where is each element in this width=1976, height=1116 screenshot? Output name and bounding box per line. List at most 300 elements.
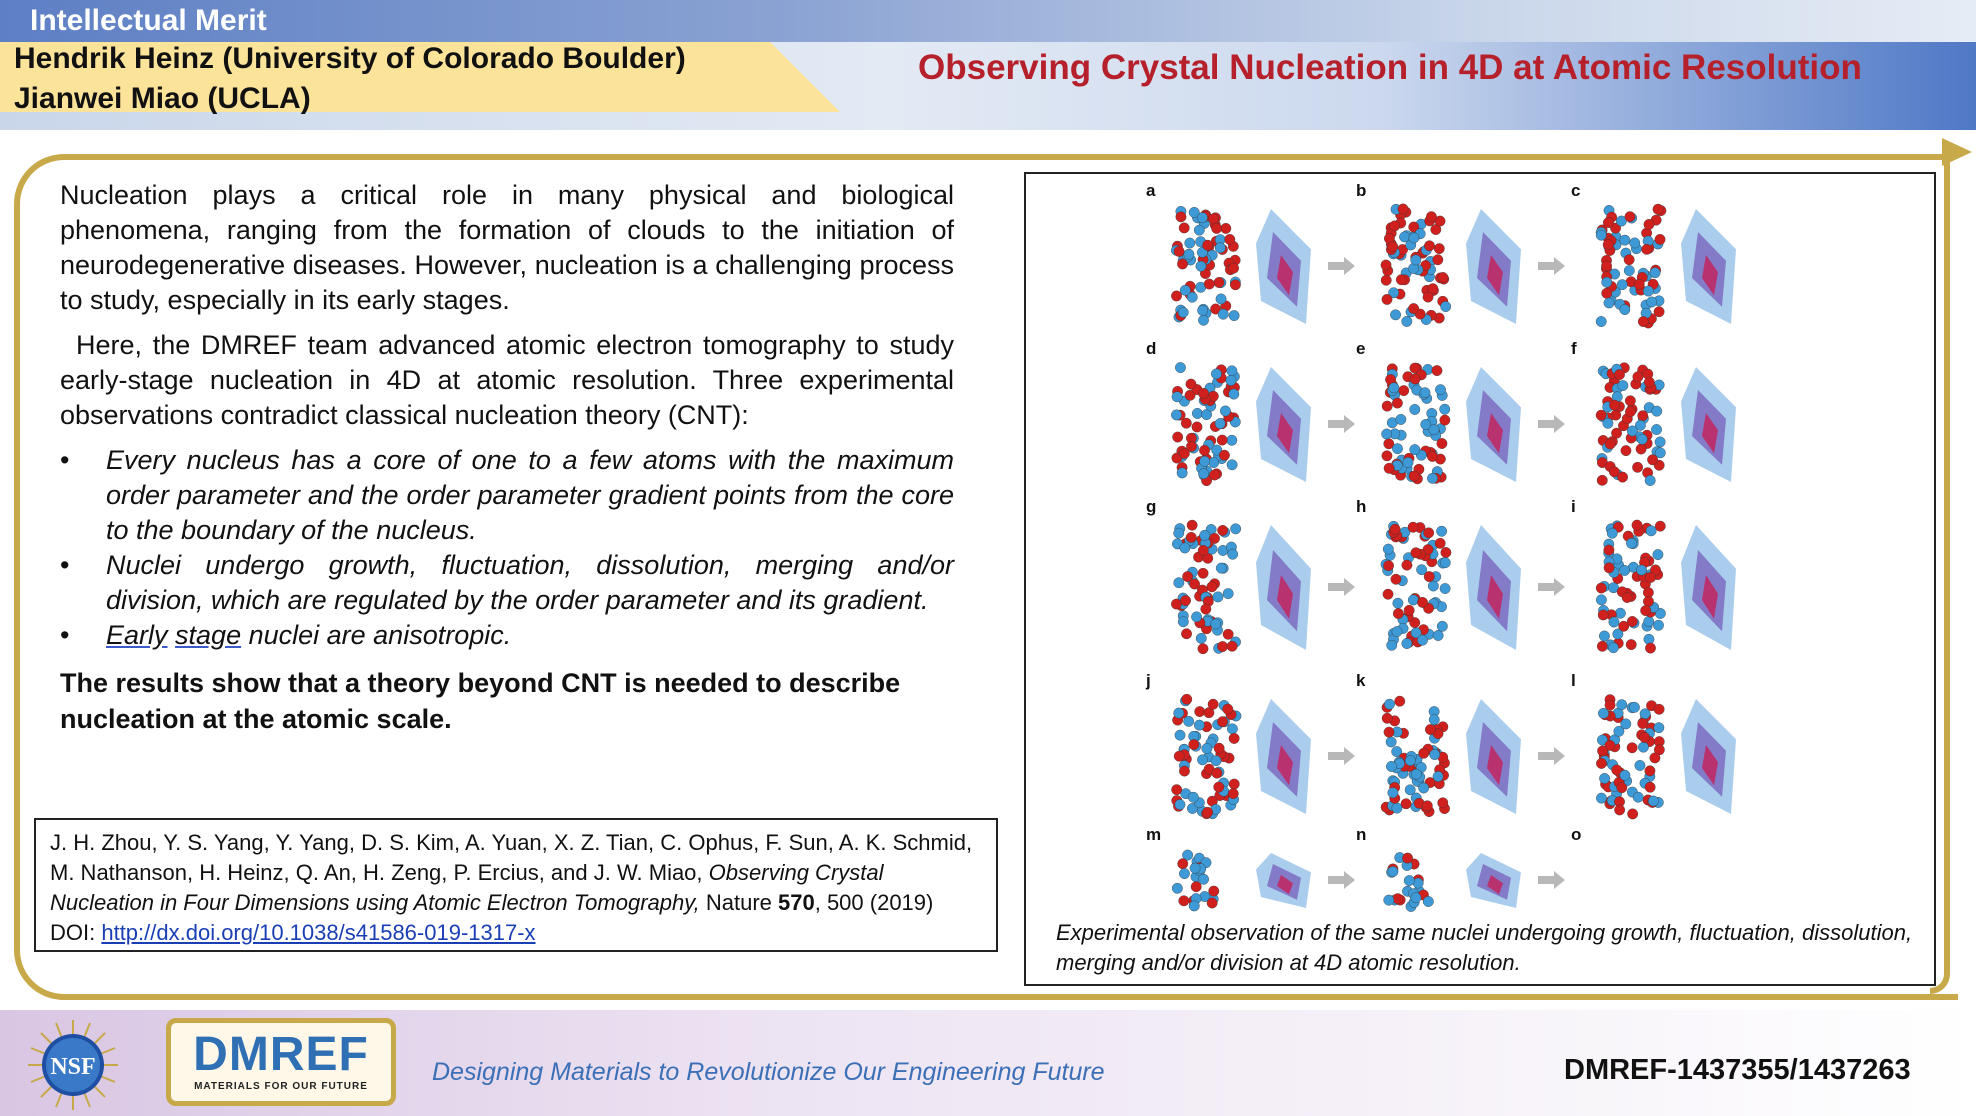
atom-icon [1207, 582, 1217, 592]
atom-icon [1230, 280, 1240, 290]
atom-icon [1618, 380, 1628, 390]
panel-label-d: d [1146, 339, 1157, 358]
atom-icon [1223, 588, 1233, 598]
atom-icon [1227, 435, 1237, 445]
atom-icon [1174, 246, 1184, 256]
atom-icon [1189, 739, 1199, 749]
atom-icon [1217, 525, 1227, 535]
intro-paragraph: Nucleation plays a critical role in many physical and biological phenomena, ranging from the formation of clouds to the initiation of neurodegenerative diseases. However, nucleation is a challenging process to study, especially in its early stages. [60, 180, 954, 315]
atom-icon [1654, 704, 1664, 714]
atom-icon [1427, 451, 1437, 461]
atom-icon [1643, 286, 1653, 296]
atom-icon [1433, 255, 1443, 265]
atom-icon [1429, 425, 1439, 435]
atom-icon [1216, 563, 1226, 573]
nucleation-figure [1026, 174, 1934, 914]
atom-icon [1614, 805, 1624, 815]
atom-icon [1228, 788, 1238, 798]
atom-icon [1426, 211, 1436, 221]
atom-icon [1625, 396, 1635, 406]
atom-icon [1438, 272, 1448, 282]
atom-icon [1182, 694, 1192, 704]
atom-icon [1437, 438, 1447, 448]
atom-icon [1633, 372, 1643, 382]
panel-label-a: a [1146, 181, 1156, 200]
atom-icon [1636, 444, 1646, 454]
atom-icon [1410, 444, 1420, 454]
atom-icon [1605, 439, 1615, 449]
atom-icon [1629, 702, 1639, 712]
atom-icon [1647, 297, 1657, 307]
atom-icon [1624, 265, 1634, 275]
atom-icon [1184, 249, 1194, 259]
atom-icon [1175, 799, 1185, 809]
atom-icon [1596, 316, 1606, 326]
atom-icon [1174, 751, 1184, 761]
atom-icon [1645, 475, 1655, 485]
atom-icon [1601, 261, 1611, 271]
atom-icon [1181, 629, 1191, 639]
atom-icon [1609, 617, 1619, 627]
panel-label-j: j [1146, 671, 1151, 690]
atom-icon [1604, 545, 1614, 555]
finding-2: • Nuclei undergo growth, fluctuation, dissolution, merging and/or division, which are regulated by the order parameter and its gradient. [60, 550, 954, 615]
atom-icon [1605, 700, 1615, 710]
atom-icon [1599, 773, 1609, 783]
atom-icon [1435, 384, 1445, 394]
atom-icon [1389, 383, 1399, 393]
atom-icon [1384, 727, 1394, 737]
atom-icon [1175, 362, 1185, 372]
atom-icon [1603, 418, 1613, 428]
atom-icon [1423, 292, 1433, 302]
atom-icon [1172, 883, 1182, 893]
atom-icon [1620, 770, 1630, 780]
atom-icon [1198, 568, 1208, 578]
atom-icon [1174, 708, 1184, 718]
atom-icon [1227, 460, 1237, 470]
atom-icon [1411, 769, 1421, 779]
atom-icon [1229, 733, 1239, 743]
atom-icon [1192, 422, 1202, 432]
atom-icon [1596, 793, 1606, 803]
atom-icon [1396, 414, 1406, 424]
section-label: Intellectual Merit [30, 4, 267, 37]
atom-icon [1429, 715, 1439, 725]
atom-icon [1208, 699, 1218, 709]
atom-icon [1642, 244, 1652, 254]
atom-icon [1226, 375, 1236, 385]
atom-icon [1434, 243, 1444, 253]
atom-icon [1386, 737, 1396, 747]
atom-icon [1382, 401, 1392, 411]
atom-icon [1178, 617, 1188, 627]
atom-icon [1229, 310, 1239, 320]
atom-icon [1180, 285, 1190, 295]
atom-icon [1440, 301, 1450, 311]
doi-link[interactable]: http://dx.doi.org/10.1038/s41586-019-1317-x [101, 920, 536, 945]
gray-arrow-icon [1328, 871, 1355, 889]
finding-1: • Every nucleus has a core of one to a few atoms with the maximum order parameter and the order parameter gradient points from the core to the boundary of the nucleus. [60, 445, 954, 545]
atom-icon [1174, 528, 1184, 538]
atom-icon [1636, 565, 1646, 575]
atom-icon [1633, 792, 1643, 802]
atom-icon [1211, 755, 1221, 765]
atom-icon [1197, 212, 1207, 222]
atom-icon [1417, 635, 1427, 645]
atom-icon [1223, 629, 1233, 639]
atom-icon [1651, 424, 1661, 434]
atom-icon [1637, 434, 1647, 444]
atom-icon [1386, 761, 1396, 771]
atom-icon [1190, 863, 1200, 873]
panel-label-f: f [1571, 339, 1577, 358]
atom-icon [1217, 717, 1227, 727]
atom-icon [1178, 859, 1188, 869]
atom-icon [1617, 783, 1627, 793]
atom-icon [1405, 755, 1415, 765]
author-2: Jianwei Miao (UCLA) [14, 82, 311, 115]
bullet-icon: • [60, 620, 70, 650]
atom-icon [1392, 443, 1402, 453]
body-text [60, 178, 954, 737]
atom-icon [1209, 457, 1219, 467]
atom-icon [1648, 796, 1658, 806]
spellcheck-word: Early [106, 620, 168, 650]
atom-icon [1423, 528, 1433, 538]
panel-label-l: l [1571, 671, 1576, 690]
atom-icon [1217, 435, 1227, 445]
atom-icon [1381, 275, 1391, 285]
panel-label-c: c [1571, 181, 1581, 200]
atom-icon [1596, 758, 1606, 768]
atom-icon [1622, 592, 1632, 602]
atom-icon [1643, 596, 1653, 606]
atom-icon [1653, 620, 1663, 630]
atom-icon [1632, 520, 1642, 530]
atom-icon [1230, 524, 1240, 534]
atom-icon [1382, 294, 1392, 304]
atom-icon [1187, 520, 1197, 530]
atom-icon [1192, 408, 1202, 418]
atom-icon [1218, 309, 1228, 319]
atom-icon [1393, 608, 1403, 618]
atom-icon [1395, 696, 1405, 706]
atom-icon [1194, 720, 1204, 730]
reference-pages: , 500 (2019) DOI: [50, 890, 934, 945]
atom-icon [1392, 803, 1402, 813]
atom-icon [1441, 547, 1451, 557]
panel-label-g: g [1146, 497, 1157, 516]
atom-icon [1644, 616, 1654, 626]
atom-icon [1180, 595, 1190, 605]
atom-icon [1420, 387, 1430, 397]
atom-icon [1629, 238, 1639, 248]
atom-icon [1424, 571, 1434, 581]
atom-icon [1388, 788, 1398, 798]
atom-icon [1409, 233, 1419, 243]
atom-icon [1383, 544, 1393, 554]
atom-icon [1198, 469, 1208, 479]
atom-icon [1614, 369, 1624, 379]
atom-icon [1194, 225, 1204, 235]
atom-icon [1436, 526, 1446, 536]
atom-icon [1626, 639, 1636, 649]
atom-icon [1440, 404, 1450, 414]
atom-icon [1171, 291, 1181, 301]
atom-icon [1410, 374, 1420, 384]
header-top-band [0, 0, 1976, 42]
atom-icon [1424, 241, 1434, 251]
atom-icon [1408, 303, 1418, 313]
atom-icon [1183, 716, 1193, 726]
reference-volume: 570 [778, 890, 815, 915]
atom-icon [1627, 426, 1637, 436]
bullet-icon: • [60, 445, 70, 475]
atom-icon [1402, 638, 1412, 648]
atom-icon [1219, 450, 1229, 460]
atom-icon [1411, 255, 1421, 265]
atom-icon [1638, 316, 1648, 326]
atom-icon [1625, 211, 1635, 221]
atom-icon [1597, 746, 1607, 756]
findings-list [60, 443, 954, 653]
atom-icon [1171, 784, 1181, 794]
atom-icon [1423, 896, 1433, 906]
atom-icon [1384, 895, 1394, 905]
atom-icon [1227, 366, 1237, 376]
atom-icon [1389, 221, 1399, 231]
atom-icon [1202, 240, 1212, 250]
atom-icon [1438, 798, 1448, 808]
atom-icon [1214, 277, 1224, 287]
figure-caption: Experimental observation of the same nuclei undergoing growth, fluctuation, dissolution, merging and/or division at 4D atomic resolution. [1056, 920, 1913, 975]
atom-icon [1596, 230, 1606, 240]
author-1: Hendrik Heinz (University of Colorado Boulder) [14, 42, 686, 75]
nsf-text: NSF [50, 1054, 96, 1080]
atom-icon [1638, 742, 1648, 752]
slide-title: Observing Crystal Nucleation in 4D at Atomic Resolution [918, 48, 1862, 87]
atom-icon [1227, 549, 1237, 559]
atom-icon [1619, 565, 1629, 575]
atom-icon [1390, 524, 1400, 534]
atom-icon [1638, 718, 1648, 728]
atom-icon [1604, 298, 1614, 308]
atom-icon [1381, 260, 1391, 270]
nsf-logo [26, 1018, 120, 1112]
atom-icon [1655, 521, 1665, 531]
atom-icon [1652, 406, 1662, 416]
atom-icon [1198, 644, 1208, 654]
gray-arrow-icon [1538, 257, 1565, 275]
atom-icon [1195, 706, 1205, 716]
atom-icon [1191, 612, 1201, 622]
atom-icon [1388, 242, 1398, 252]
atom-icon [1599, 631, 1609, 641]
atom-icon [1604, 563, 1614, 573]
gray-arrow-icon [1328, 415, 1355, 433]
atom-icon [1174, 578, 1184, 588]
panel-label-i: i [1571, 497, 1576, 516]
panel-label-b: b [1356, 181, 1367, 200]
atom-icon [1229, 389, 1239, 399]
atom-icon [1609, 400, 1619, 410]
atom-icon [1635, 760, 1645, 770]
atom-icon [1387, 640, 1397, 650]
atom-icon [1211, 619, 1221, 629]
atom-icon [1624, 254, 1634, 264]
atom-icon [1602, 288, 1612, 298]
atom-icon [1196, 261, 1206, 271]
atom-icon [1617, 279, 1627, 289]
atom-icon [1382, 451, 1392, 461]
atom-icon [1603, 240, 1613, 250]
atom-icon [1653, 204, 1663, 214]
atom-icon [1440, 415, 1450, 425]
atom-icon [1627, 616, 1637, 626]
atom-icon [1655, 437, 1665, 447]
award-number: DMREF-1437355/1437263 [1564, 1054, 1911, 1086]
atom-icon [1640, 605, 1650, 615]
atom-icon [1654, 722, 1664, 732]
atom-icon [1419, 748, 1429, 758]
panel-label-k: k [1356, 671, 1366, 690]
atom-icon [1175, 730, 1185, 740]
dmref-logo-text: DMREF [193, 1028, 369, 1081]
atom-icon [1198, 545, 1208, 555]
atom-icon [1639, 732, 1649, 742]
atom-icon [1440, 557, 1450, 567]
atom-icon [1402, 316, 1412, 326]
frame-bottom-line [60, 994, 1958, 1000]
atom-icon [1209, 886, 1219, 896]
atom-icon [1392, 398, 1402, 408]
reference-title: Observing Crystal Nucleation in Four Dimensions using Atomic Electron Tomography, [50, 860, 884, 915]
spellcheck-word: stage [175, 620, 242, 650]
atom-icon [1391, 574, 1401, 584]
atom-icon [1198, 874, 1208, 884]
atom-icon [1596, 410, 1606, 420]
atom-icon [1638, 410, 1648, 420]
atom-icon [1650, 268, 1660, 278]
atom-icon [1211, 223, 1221, 233]
dmref-logo-subtitle: MATERIALS FOR OUR FUTURE [194, 1081, 368, 1092]
atom-icon [1655, 234, 1665, 244]
atom-icon [1417, 597, 1427, 607]
atom-icon [1217, 641, 1227, 651]
atom-icon [1427, 473, 1437, 483]
atom-icon [1401, 799, 1411, 809]
atom-icon [1646, 526, 1656, 536]
panel-label-m: m [1146, 825, 1162, 844]
atom-icon [1607, 528, 1617, 538]
atom-icon [1196, 633, 1206, 643]
atom-icon [1644, 377, 1654, 387]
atom-icon [1179, 448, 1189, 458]
atom-icon [1422, 801, 1432, 811]
atom-icon [1199, 456, 1209, 466]
dmref-logo [166, 1018, 396, 1106]
atom-icon [1645, 782, 1655, 792]
atom-icon [1433, 771, 1443, 781]
atom-icon [1617, 700, 1627, 710]
atom-icon [1186, 379, 1196, 389]
atom-icon [1627, 743, 1637, 753]
atom-icon [1180, 543, 1190, 553]
atom-icon [1404, 605, 1414, 615]
atom-icon [1410, 404, 1420, 414]
bullet-icon: • [60, 550, 70, 580]
atom-icon [1645, 643, 1655, 653]
atom-icon [1634, 279, 1644, 289]
atom-icon [1227, 724, 1237, 734]
atom-icon [1197, 755, 1207, 765]
atom-icon [1597, 475, 1607, 485]
atom-icon [1596, 583, 1606, 593]
atom-icon [1644, 219, 1654, 229]
atom-icon [1428, 581, 1438, 591]
atom-icon [1207, 898, 1217, 908]
atom-icon [1399, 385, 1409, 395]
atom-icon [1220, 406, 1230, 416]
atom-icon [1597, 641, 1607, 651]
atom-icon [1177, 468, 1187, 478]
atom-icon [1214, 782, 1224, 792]
atom-icon [1430, 749, 1440, 759]
atom-icon [1197, 305, 1207, 315]
atom-icon [1440, 583, 1450, 593]
atom-icon [1228, 263, 1238, 273]
frame-arrow-icon [1942, 138, 1972, 166]
atom-icon [1185, 238, 1195, 248]
atom-icon [1382, 713, 1392, 723]
atom-icon [1214, 743, 1224, 753]
reference-box [34, 818, 998, 952]
atom-icon [1632, 462, 1642, 472]
atom-icon [1200, 530, 1210, 540]
atom-icon [1625, 406, 1635, 416]
gray-arrow-icon [1538, 871, 1565, 889]
gray-arrow-icon [1538, 415, 1565, 433]
atom-icon [1383, 560, 1393, 570]
atom-icon [1179, 868, 1189, 878]
atom-icon [1212, 768, 1222, 778]
atom-icon [1177, 259, 1187, 269]
footer-tagline: Designing Materials to Revolutionize Our Engineering Future [432, 1058, 1105, 1086]
atom-icon [1215, 243, 1225, 253]
atom-icon [1620, 235, 1630, 245]
atom-icon [1179, 223, 1189, 233]
atom-icon [1172, 392, 1182, 402]
atom-icon [1381, 429, 1391, 439]
atom-icon [1384, 699, 1394, 709]
atom-icon [1198, 388, 1208, 398]
atom-icon [1225, 234, 1235, 244]
atom-icon [1408, 522, 1418, 532]
panel-label-o: o [1571, 825, 1582, 844]
atom-icon [1213, 592, 1223, 602]
atom-icon [1615, 608, 1625, 618]
atom-icon [1411, 893, 1421, 903]
atom-icon [1171, 410, 1181, 420]
atom-icon [1403, 457, 1413, 467]
atom-icon [1433, 630, 1443, 640]
atom-icon [1645, 766, 1655, 776]
atom-icon [1171, 599, 1181, 609]
atom-icon [1425, 724, 1435, 734]
atom-icon [1603, 217, 1613, 227]
atom-icon [1408, 595, 1418, 605]
